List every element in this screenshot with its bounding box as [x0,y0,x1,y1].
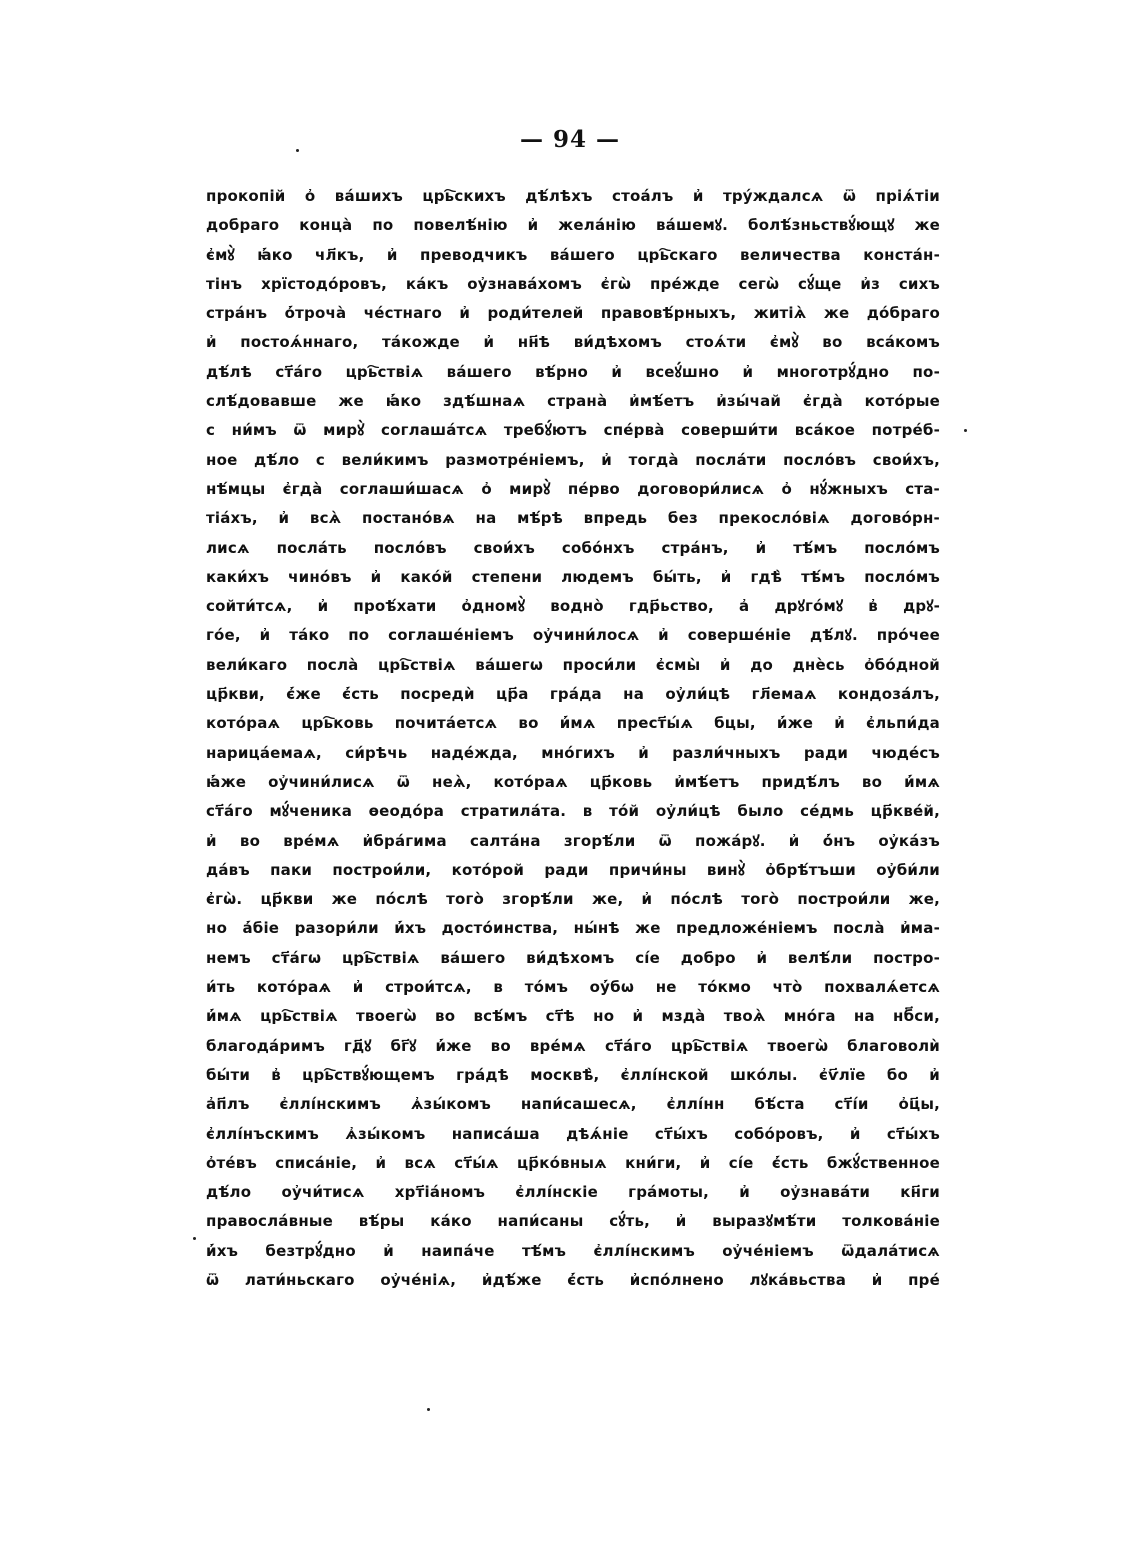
text-line: нарица́емаѧ, си́рѣчь наде́жда, мно́гихъ и҆ разли́чныхъ ради чюде́съ [206,743,940,762]
text-line: нѣ́мцы є҆гда̀ соглаши́шасѧ о҆ мирꙋ̀ пе́рво договори́лисѧ о҆ нꙋ́жныхъ ста- [206,479,940,498]
print-speck [427,1408,430,1411]
text-line: тінъ хрїстодо́ровъ, ка́къ оу҆знава́хомъ є҆гѡ̀ пре́жде сегѡ̀ сꙋ́ще и҆з сихъ [206,274,940,293]
text-line: ꙗ҆́же оу҆чини́лисѧ ѿ неѧ̀, кото́раѧ цр҃ковь и҆мѣ́етъ придѣ́лъ во и҆́мѧ [206,772,940,791]
text-line: тіа́хъ, и҆ всѧ̀ постано́вѧ на мѣ́рѣ впредь без прекосло́віѧ догово́рн- [206,509,940,528]
text-line: лисѧ посла́ть посло́въ свои́хъ собо́нхъ стра́нъ, и҆ тѣ́мъ посло́мъ [206,538,940,557]
text-line: а҆п҃лъ є҆ллі́нскимъ ѧ҆зы́комъ напи́сашесѧ, є҆ллі́нн бѣ́ста ст҃і́и о҆ц҃ы, [206,1095,940,1114]
text-line: цр҃кви, є҆́же є҆́сть посредѝ цр҃а гра́да на оу҆ли́цѣ гл҃емаѧ кондоза́лъ, [206,685,940,704]
text-line: кото́раѧ црь҇ковь почита́етсѧ во и҆́мѧ прест҃ы́ѧ бцы, и҆́же и҆ є҆льпи́да [206,714,940,733]
text-line: вели́каго посла̀ црь҇ствіѧ ва́шегѡ проси́ли є҆смы̀ и҆ до днѐсь о҆бо́дной [206,655,940,674]
text-line: сойти́тсѧ, и҆ проѣ́хати о҆дномꙋ̀ водно̀ гдр҃ьство, а҆ дрꙋго́мꙋ в҆ дрꙋ- [206,597,940,616]
text-line: каки́хъ чино́въ и҆ како́й степени людемъ бы́ть, и҆ гдѣ̀ тѣ́мъ посло́мъ [206,567,940,586]
text-line: и҆́хъ безтрꙋ́дно и҆ наипа́че тѣ́мъ є҆ллі́нскимъ оу҆че́ніемъ ѿдала́тисѧ [206,1241,940,1260]
text-line: ѿ лати́ньскаго оу҆че́ніѧ, и҆дѣ́же є҆́сть и҆спо́лнено лꙋка́вьства и҆ пре́ [206,1270,940,1289]
print-speck [964,429,967,432]
page-number: — 94 — [519,126,621,153]
text-line: ст҃а́го мꙋ́ченика ѳеодо́ра стратила́та. в то́й оу҆ли́цѣ было се́дмь цр҃кве́й, [206,802,940,821]
text-line: о҆те́въ списа́ніе, и҆ всѧ ст҃ы́ѧ цр҃ко́вныѧ кни́ги, и҆ сі́е є҆́сть бжꙋ́ственное [206,1153,940,1172]
text-line: да́въ паки построи́ли, кото́рой ради причи́ны винꙋ̀ о҆брѣ́тъши оу҆би́ли [206,860,940,879]
text-line: ное дѣ́ло с вели́кимъ размотре́ніемъ, и҆ тогда̀ посла́ти посло́въ свои́хъ, [206,450,940,469]
text-line: но а҆́біе разори́ли и҆́хъ досто́инства, ны́нѣ же предложе́ніемъ посла̀ и҆ма- [206,919,940,938]
text-line: є҆ллі́нъскимъ ѧ҆зы́комъ написа́ша дѣѧ́ніе ст҃ы́хъ собо́ровъ, и҆ ст҃ы́хъ [206,1124,940,1143]
text-line: слѣ́довавше же ꙗ҆́ко здѣ́шнаѧ страна̀ и҆мѣ́етъ и҆зы́чай є҆гда̀ кото́рые [206,392,940,411]
text-line: дѣ́ло оу҆чи́тисѧ хрт҃іа́номъ є҆ллі́нскіе гра́моты, и҆ оу҆знава́ти кн҃ги [206,1183,940,1202]
print-speck [193,1237,196,1240]
text-line: и҆́мѧ црь҇ствіѧ твоегѡ̀ во всѣ́мъ ст҃ѣ но и҆ мзда̀ твоѧ̀ мно́га на нб҃си, [206,1007,940,1026]
text-line: го́е, и҆ та́ко по соглаше́ніемъ оу҆чини́лосѧ и҆ соверше́ніе дѣ́лꙋ. про́чее [206,626,940,645]
text-line: благода́римъ гд҃ꙋ бг҃ꙋ и҆́же во вре́мѧ ст҃а́го црь҇ствіѧ твоегѡ̀ благоволѝ [206,1036,940,1055]
text-line: бы́ти в҆ црь҇ствꙋ́ющемъ гра́дѣ москвѣ̀, є҆ллі́нской шко́лы. є҆ѵ҃лїе бо и҆ [206,1065,940,1084]
text-line: стра́нъ о҆́трочà че́стнаго и҆ роди́телей правовѣ́рныхъ, житіѧ̀ же до́браго [206,304,940,323]
text-line: є҆мꙋ̀ ꙗ҆́ко чл҃къ, и҆ преводчикъ ва́шего црь҇скаго величества конста́н- [206,245,940,264]
text-line: дѣ́лѣ ст҃а́го црь҇ствіѧ ва́шего вѣ́рно и҆ всеꙋ́шно и҆ многотрꙋ́дно по- [206,362,940,381]
body-text [206,182,940,1295]
text-line: прокопій о҆ ва́шихъ црь҇скихъ дѣ́лѣхъ стоа́лъ и҆ тру́ждалсѧ ѿ пріѧ́тіи [206,187,940,205]
print-speck [296,149,299,152]
text-line: и́ть кото́раѧ и҆ строи́тсѧ, в то́мъ оу҆́бѡ не то́кмо что̀ похвалѧ́етсѧ [206,978,940,997]
text-line: и҆ во вре́мѧ и҆бра́гима салта́на згорѣ́ли ѿ пожа́рꙋ. и҆ о҆́нъ оу҆ка́зъ [206,831,940,850]
text-line: с ни́мъ ѿ мирꙋ̀ соглаша́тсѧ требꙋ́ютъ спе́рва̀ соверши́ти вса́кое потре́б- [206,421,940,440]
text-line: правосла́вные вѣ́ры ка́ко напи́саны сꙋ́ть, и҆ выразꙋмѣ́ти толкова́ніе [206,1212,940,1231]
text-line: немъ ст҃а́гѡ црь҇ствіѧ ва́шего ви́дѣхомъ сі́е добро и҆ велѣ́ли постро- [206,948,940,967]
text-line: є҆гѡ̀. цр҃кви же по́слѣ того̀ згорѣ́ли же, и҆ по́слѣ того̀ построи́ли же, [206,890,940,909]
text-line: добраго конца̀ по повелѣ́нію и҆ жела́нію ва́шемꙋ. болѣ́зньствꙋ́ющꙋ же [206,216,940,235]
text-line: и҆ постоѧ́ннаго, та́кожде и҆ нн҃ѣ ви́дѣхомъ стоѧ́ти є҆мꙋ̀ во вса́комъ [206,333,940,352]
